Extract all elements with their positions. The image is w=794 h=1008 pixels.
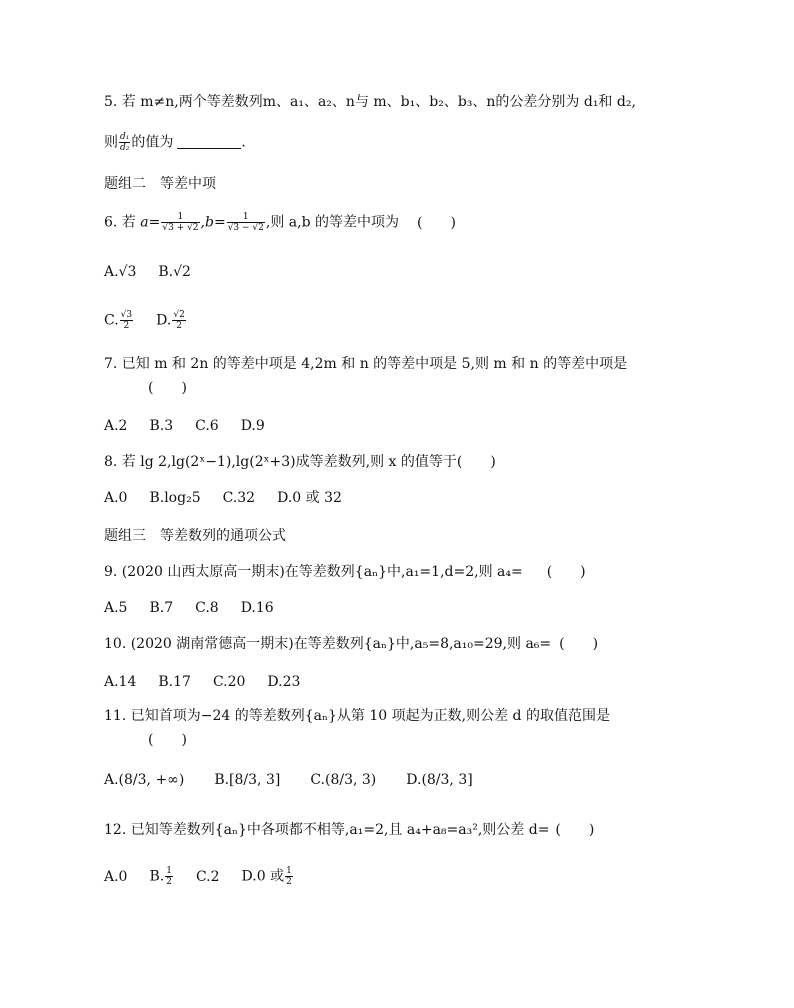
q6-option-a[interactable]: A.√3 <box>104 264 137 280</box>
q8-option-a[interactable]: A.0 <box>104 490 128 506</box>
q12-option-d-label: D.0 或 <box>241 868 285 885</box>
q9-option-c[interactable]: C.8 <box>195 600 219 616</box>
q9-answer-paren[interactable]: ( ) <box>546 564 586 580</box>
q6-options-ab <box>104 262 213 282</box>
q8-line1: 8. 若 lg 2,lg(2ˣ−1),lg(2ˣ+3)成等差数列,则 x 的值等于( ) <box>104 454 496 470</box>
q5-answer-blank[interactable] <box>177 134 241 149</box>
q6-options-cd <box>104 310 209 331</box>
q9-option-d[interactable]: D.16 <box>240 600 274 616</box>
q12-option-d-num: 1 <box>286 866 292 876</box>
q9-line1 <box>104 562 586 582</box>
q7-answer-paren[interactable]: ( ) <box>148 380 187 396</box>
group2-heading: 题组二 等差中项 <box>104 176 216 192</box>
q6-a-label: a= <box>140 214 161 231</box>
q12-option-d[interactable] <box>242 866 294 887</box>
q6-suffix: ,则 a,b 的等差中项为 <box>265 214 399 231</box>
q12-option-b[interactable] <box>149 866 173 887</box>
q11-line1: 11. 已知首项为−24 的等差数列{aₙ}从第 10 项起为正数,则公差 d 的取值范围是 <box>104 708 610 724</box>
q6-option-c-label: C. <box>104 312 119 329</box>
q5-end: . <box>241 134 246 151</box>
q5-frac-den: d₂ <box>120 143 130 153</box>
q10-answer-paren[interactable]: ( ) <box>559 636 599 652</box>
q12-option-c[interactable]: C.2 <box>195 868 220 885</box>
q8-option-d[interactable]: D.0 或 32 <box>277 490 342 506</box>
q6-a-den: √3 + √2 <box>162 223 199 233</box>
q12-option-b-num: 1 <box>166 866 172 876</box>
q6-b-den: √3 − √2 <box>227 223 264 233</box>
q9-options <box>104 598 296 618</box>
q11-option-a[interactable]: A.(8/3, +∞) <box>104 772 185 788</box>
q6-option-c[interactable] <box>104 310 134 331</box>
q6-line <box>104 212 456 233</box>
q7-option-a[interactable]: A.2 <box>104 418 128 434</box>
q5-line1: 5. 若 m≠n,两个等差数列m、a₁、a₂、n与 m、b₁、b₂、b₃、n的公差分别为 d₁和 d₂, <box>104 94 636 110</box>
q7-option-c[interactable]: C.6 <box>195 418 219 434</box>
q6-option-c-den: 2 <box>123 321 130 331</box>
q7-option-b[interactable]: B.3 <box>149 418 174 434</box>
q11-option-b[interactable]: B.[8/3, 3] <box>214 772 281 788</box>
q5-suffix: 的值为 <box>131 134 174 151</box>
q7-options <box>104 416 287 436</box>
q6-b-num: 1 <box>227 212 265 223</box>
q6-option-d[interactable] <box>156 310 187 331</box>
q12-line1 <box>104 820 594 840</box>
q7-option-d[interactable]: D.9 <box>240 418 265 434</box>
q10-option-a[interactable]: A.14 <box>104 674 137 690</box>
q10-option-b[interactable]: B.17 <box>158 674 191 690</box>
q7-line1: 7. 已知 m 和 2n 的等差中项是 4,2m 和 n 的等差中项是 5,则 m 和 n 的等差中项是 <box>104 356 628 372</box>
group3-heading: 题组三 等差数列的通项公式 <box>104 528 286 544</box>
q6-answer-paren[interactable]: ( ) <box>416 214 456 231</box>
q5-frac-num: d₁ <box>120 132 130 142</box>
q11-option-d[interactable]: D.(8/3, 3] <box>406 772 473 788</box>
q10-option-c[interactable]: C.20 <box>212 674 246 690</box>
q12-option-b-label: B. <box>149 868 165 885</box>
q8-options <box>104 488 364 508</box>
q12-options <box>104 866 316 887</box>
q6-option-d-label: D. <box>156 312 172 329</box>
q11-options <box>104 770 495 790</box>
q5-prefix: 则 <box>104 134 118 151</box>
q12-option-b-den: 2 <box>166 877 172 887</box>
q10-text: 10. (2020 湖南常德高一期末)在等差数列{aₙ}中,a₅=8,a₁₀=29,则 a₆= <box>104 636 552 652</box>
q10-options <box>104 672 322 692</box>
q12-answer-paren[interactable]: ( ) <box>555 822 595 838</box>
q6-option-d-den: 2 <box>176 321 182 331</box>
q11-answer-paren[interactable]: ( ) <box>148 732 187 748</box>
q6-b-fraction <box>227 212 265 233</box>
q12-option-a[interactable]: A.0 <box>104 868 128 885</box>
q6-b-label: ,b= <box>200 214 226 231</box>
q6-prefix: 6. 若 <box>104 214 141 231</box>
q10-line1 <box>104 634 598 654</box>
q6-a-fraction <box>161 212 199 233</box>
q9-text: 9. (2020 山西太原高一期末)在等差数列{aₙ}中,a₁=1,d=2,则 a₄= <box>104 564 523 580</box>
q8-option-c[interactable]: C.32 <box>222 490 256 506</box>
q12-option-d-den: 2 <box>286 877 292 887</box>
q12-text: 12. 已知等差数列{aₙ}中各项都不相等,a₁=2,且 a₄+a₈=a₃²,则公差 d= <box>104 822 550 838</box>
q5-line2 <box>104 132 246 153</box>
q6-option-b[interactable]: B.√2 <box>158 264 191 280</box>
q6-a-num: 1 <box>161 212 199 223</box>
q6-option-d-num: √2 <box>173 310 185 320</box>
q10-option-d[interactable]: D.23 <box>267 674 301 690</box>
q8-option-b[interactable]: B.log₂5 <box>149 490 201 506</box>
q5-fraction <box>119 132 130 153</box>
q9-option-a[interactable]: A.5 <box>104 600 128 616</box>
q6-option-c-num: √3 <box>120 310 133 320</box>
q9-option-b[interactable]: B.7 <box>149 600 174 616</box>
q11-option-c[interactable]: C.(8/3, 3) <box>310 772 377 788</box>
